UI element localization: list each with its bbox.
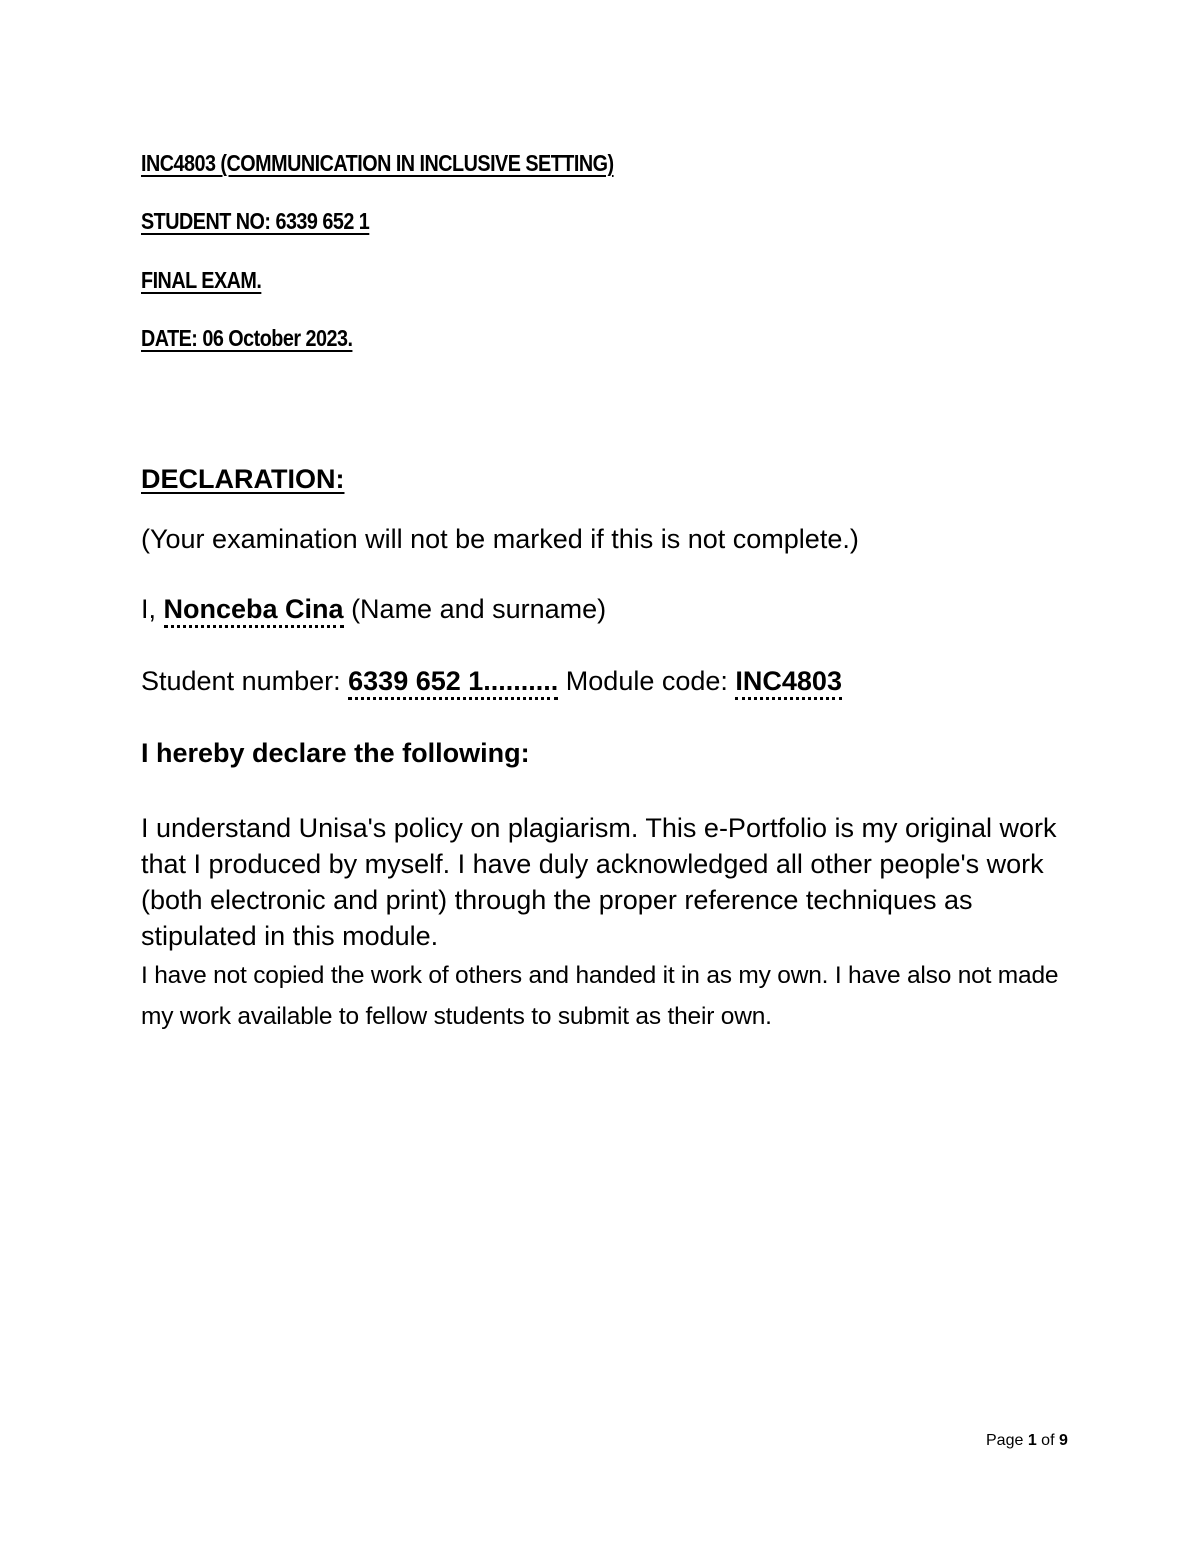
declaration-paragraph-2: I have not copied the work of others and handed it in as my own. I have also not made my work available to fellow students to submit as their own.	[141, 962, 1059, 1030]
name-value: Nonceba Cina	[164, 594, 344, 628]
student-number-heading: STUDENT NO: 6339 652 1	[141, 208, 370, 234]
name-line	[141, 594, 606, 625]
student-number-label: Student number:	[141, 666, 349, 696]
page-number	[986, 1432, 1068, 1450]
course-title: INC4803 (COMMUNICATION IN INCLUSIVE SETTING)	[141, 150, 614, 176]
exam-heading: FINAL EXAM.	[141, 267, 262, 293]
date-heading: DATE: 06 October 2023.	[141, 325, 353, 351]
declaration-note: (Your examination will not be marked if this is not complete.)	[141, 524, 859, 554]
page-total: 9	[1058, 1432, 1068, 1449]
module-code-label: Module code:	[558, 666, 736, 696]
page-label: Page	[986, 1432, 1028, 1449]
name-prefix: I,	[141, 594, 164, 624]
student-number-value: 6339 652 1..........	[348, 666, 558, 700]
declaration-title: DECLARATION:	[141, 464, 345, 494]
name-suffix: (Name and surname)	[343, 594, 607, 624]
module-code-value: INC4803	[735, 666, 842, 700]
of-label: of	[1036, 1432, 1059, 1449]
declaration-subheading: I hereby declare the following:	[141, 738, 530, 768]
student-number-line	[141, 666, 842, 697]
page-current: 1	[1027, 1432, 1037, 1449]
declaration-paragraph-1: I understand Unisa's policy on plagiarism. This e-Portfolio is my original work that I produced by myself. I have duly acknowledged all other people's work (both electronic and print) through the proper reference techniques as stipulated in this module.	[141, 813, 1057, 951]
